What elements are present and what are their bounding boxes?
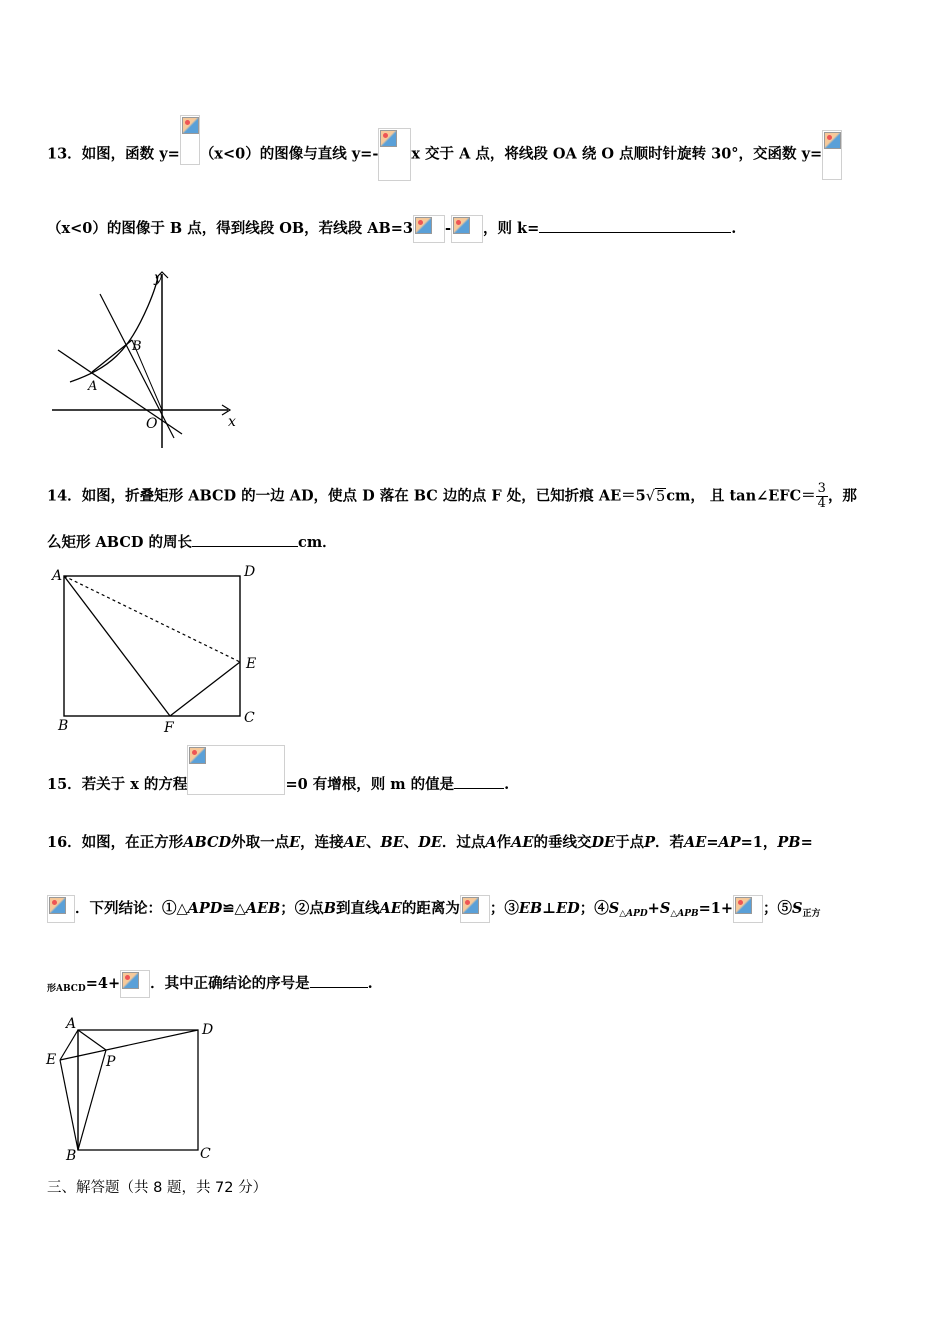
sqrt-radicand: 5 — [655, 488, 666, 505]
fraction — [816, 482, 828, 511]
q14-text4: 么矩形 ABCD 的周长 — [47, 534, 192, 551]
segment-ae — [60, 1030, 78, 1060]
q16-math: E — [289, 834, 301, 851]
segment-pb — [78, 1050, 106, 1150]
q16-text: + — [647, 900, 660, 917]
segment-ap — [78, 1030, 106, 1050]
q15-line — [47, 774, 509, 795]
label-e: E — [246, 656, 257, 672]
q13-text3: x 交于 A 点，将线段 OA 绕 O 点顺时针旋转 30°，交函数 y= — [411, 145, 823, 163]
hyperbola-curve — [70, 276, 158, 382]
label-b: B — [58, 718, 69, 734]
q16-line3 — [47, 970, 373, 999]
q16-math: S — [791, 900, 803, 917]
q16-text: ；④ — [579, 900, 609, 917]
broken-image-icon — [735, 897, 752, 914]
broken-image-icon — [49, 897, 66, 914]
q13-text1: 如图，函数 y= — [81, 145, 180, 163]
broken-image-icon — [415, 217, 432, 234]
q15-number: 15． — [47, 776, 82, 793]
q14-text5: cm． — [298, 534, 337, 551]
q16-text: 、 — [403, 834, 419, 851]
q16-text: ．下列结论：①△ — [75, 900, 188, 917]
q13-text6: ，则 k= — [483, 220, 540, 237]
q16-math: AE — [511, 834, 534, 851]
q16-subscript: 形ABCD — [47, 984, 86, 994]
q16-math: DE — [591, 834, 616, 851]
label-a: A — [52, 568, 63, 584]
square-abcd — [78, 1030, 198, 1150]
broken-image-icon — [824, 132, 841, 149]
fraction-denominator: 4 — [817, 496, 826, 511]
q16-text: 到直线 — [336, 900, 380, 917]
q13-text5: - — [444, 220, 451, 237]
q16-math: AE — [379, 900, 402, 917]
label-p: P — [106, 1054, 116, 1070]
q16-math: A — [485, 834, 497, 851]
label-d: D — [202, 1022, 214, 1038]
q16-math: ABCD — [183, 834, 232, 851]
q16-math: PB — [777, 834, 801, 851]
q16-subscript: △APB — [670, 909, 699, 919]
fraction-numerator: 3 — [817, 481, 826, 496]
q13-figure — [50, 268, 250, 452]
broken-image-icon — [122, 972, 139, 989]
segment-be — [60, 1060, 78, 1150]
q16-text: ；③ — [489, 900, 519, 917]
q16-text: 的垂线交 — [533, 834, 592, 851]
q13-line2 — [47, 215, 736, 243]
label-c: C — [200, 1146, 211, 1162]
segment-de — [60, 1030, 198, 1060]
q16-math: P — [644, 834, 656, 851]
q16-math: EB⊥ED — [518, 900, 580, 917]
q16-number: 16． — [47, 834, 82, 851]
q16-text: =4+ — [85, 975, 121, 992]
q16-math: B — [323, 900, 337, 917]
q15-text2: =0 有增根，则 m 的值是 — [285, 776, 455, 793]
rectangle-abcd — [64, 576, 240, 716]
q16-text: =1+ — [698, 900, 733, 917]
q13-text4: （x<0）的图像于 B 点，得到线段 OB，若线段 AB=3 — [47, 220, 413, 237]
q16-math: AE=AP — [684, 834, 741, 851]
q16-text: ≌△ — [222, 900, 246, 917]
answer-blank[interactable] — [192, 532, 298, 547]
label-b: B — [132, 339, 142, 354]
q16-text: . — [367, 975, 373, 992]
q14-figure — [48, 560, 268, 736]
segment-ob — [100, 294, 174, 438]
label-y: y — [154, 270, 162, 286]
q16-text: ；②点 — [280, 900, 324, 917]
formula-image-placeholder — [47, 895, 75, 923]
answer-blank[interactable] — [454, 774, 504, 789]
q16-math: APD — [187, 900, 223, 917]
q16-math: S — [608, 900, 620, 917]
label-b: B — [66, 1148, 77, 1164]
q16-text: 的距离为 — [401, 900, 460, 917]
label-c: C — [244, 710, 255, 726]
q16-math: AE — [343, 834, 366, 851]
formula-image-placeholder — [120, 970, 150, 998]
q16-text: ．若 — [655, 834, 685, 851]
label-a: A — [88, 379, 98, 394]
answer-blank[interactable] — [539, 218, 731, 233]
broken-image-icon — [380, 130, 397, 147]
q14-line1 — [47, 482, 857, 511]
q16-figure — [40, 1012, 230, 1164]
section-heading: 三、解答题（共 8 题，共 72 分） — [47, 1180, 268, 1196]
line-y-kx — [58, 350, 182, 434]
broken-image-icon — [189, 747, 206, 764]
q16-text: ；⑤ — [762, 900, 792, 917]
segment-af — [64, 576, 170, 716]
q16-text: ，连接 — [300, 834, 344, 851]
q16-math: S — [659, 900, 671, 917]
q13-number: 13． — [47, 145, 82, 163]
formula-image-placeholder — [460, 895, 490, 923]
broken-image-icon — [453, 217, 470, 234]
answer-blank[interactable] — [310, 973, 368, 988]
broken-image-icon — [182, 117, 199, 134]
formula-image-placeholder — [378, 128, 411, 181]
broken-image-icon — [462, 897, 479, 914]
q16-subscript: 正方 — [802, 909, 821, 919]
sqrt-expression: √5 — [645, 488, 666, 505]
q14-line2 — [47, 532, 337, 553]
q13-line1 — [47, 128, 842, 181]
label-d: D — [244, 564, 256, 580]
label-o: O — [146, 416, 158, 432]
q14-text2: cm， 且 tan∠EFC＝ — [666, 487, 816, 505]
q16-math: DE — [418, 834, 442, 851]
q14-text3: ，那 — [827, 487, 857, 505]
q13-text2: （x<0）的图像与直线 y=- — [199, 145, 379, 163]
fold-line-ae — [64, 576, 240, 662]
label-a: A — [66, 1016, 77, 1032]
formula-image-placeholder — [733, 895, 763, 923]
q16-line1 — [47, 833, 813, 853]
q16-math: AEB — [245, 900, 281, 917]
q16-text: 于点 — [615, 834, 645, 851]
q16-line2 — [47, 895, 820, 924]
label-f: F — [164, 720, 174, 736]
q14-number: 14． — [47, 487, 82, 505]
q13-text7: . — [731, 220, 737, 237]
formula-image-placeholder — [413, 215, 445, 243]
q16-text: 如图，在正方形 — [81, 834, 184, 851]
q16-math: BE — [380, 834, 404, 851]
q16-text: =1， — [740, 834, 778, 851]
q16-text: = — [800, 834, 813, 851]
q16-text: ．过点 — [441, 834, 486, 851]
q16-text: 、 — [365, 834, 381, 851]
label-x: x — [228, 414, 236, 430]
formula-image-placeholder — [187, 745, 285, 795]
segment-ab — [92, 340, 132, 372]
q15-text1: 若关于 x 的方程 — [81, 776, 188, 793]
label-e: E — [46, 1052, 57, 1068]
formula-image-placeholder — [451, 215, 483, 243]
q15-text3: . — [504, 776, 510, 793]
q14-text1: 如图，折叠矩形 ABCD 的一边 AD，使点 D 落在 BC 边的点 F 处，已知折痕 AE＝5 — [81, 487, 646, 505]
formula-image-placeholder — [822, 130, 842, 180]
formula-image-placeholder — [180, 115, 200, 165]
q16-text: ．其中正确结论的序号是 — [150, 975, 310, 992]
segment-fe — [170, 662, 240, 716]
q16-text: 作 — [496, 834, 512, 851]
q16-text: 外取一点 — [231, 834, 290, 851]
q16-subscript: △APD — [619, 909, 648, 919]
